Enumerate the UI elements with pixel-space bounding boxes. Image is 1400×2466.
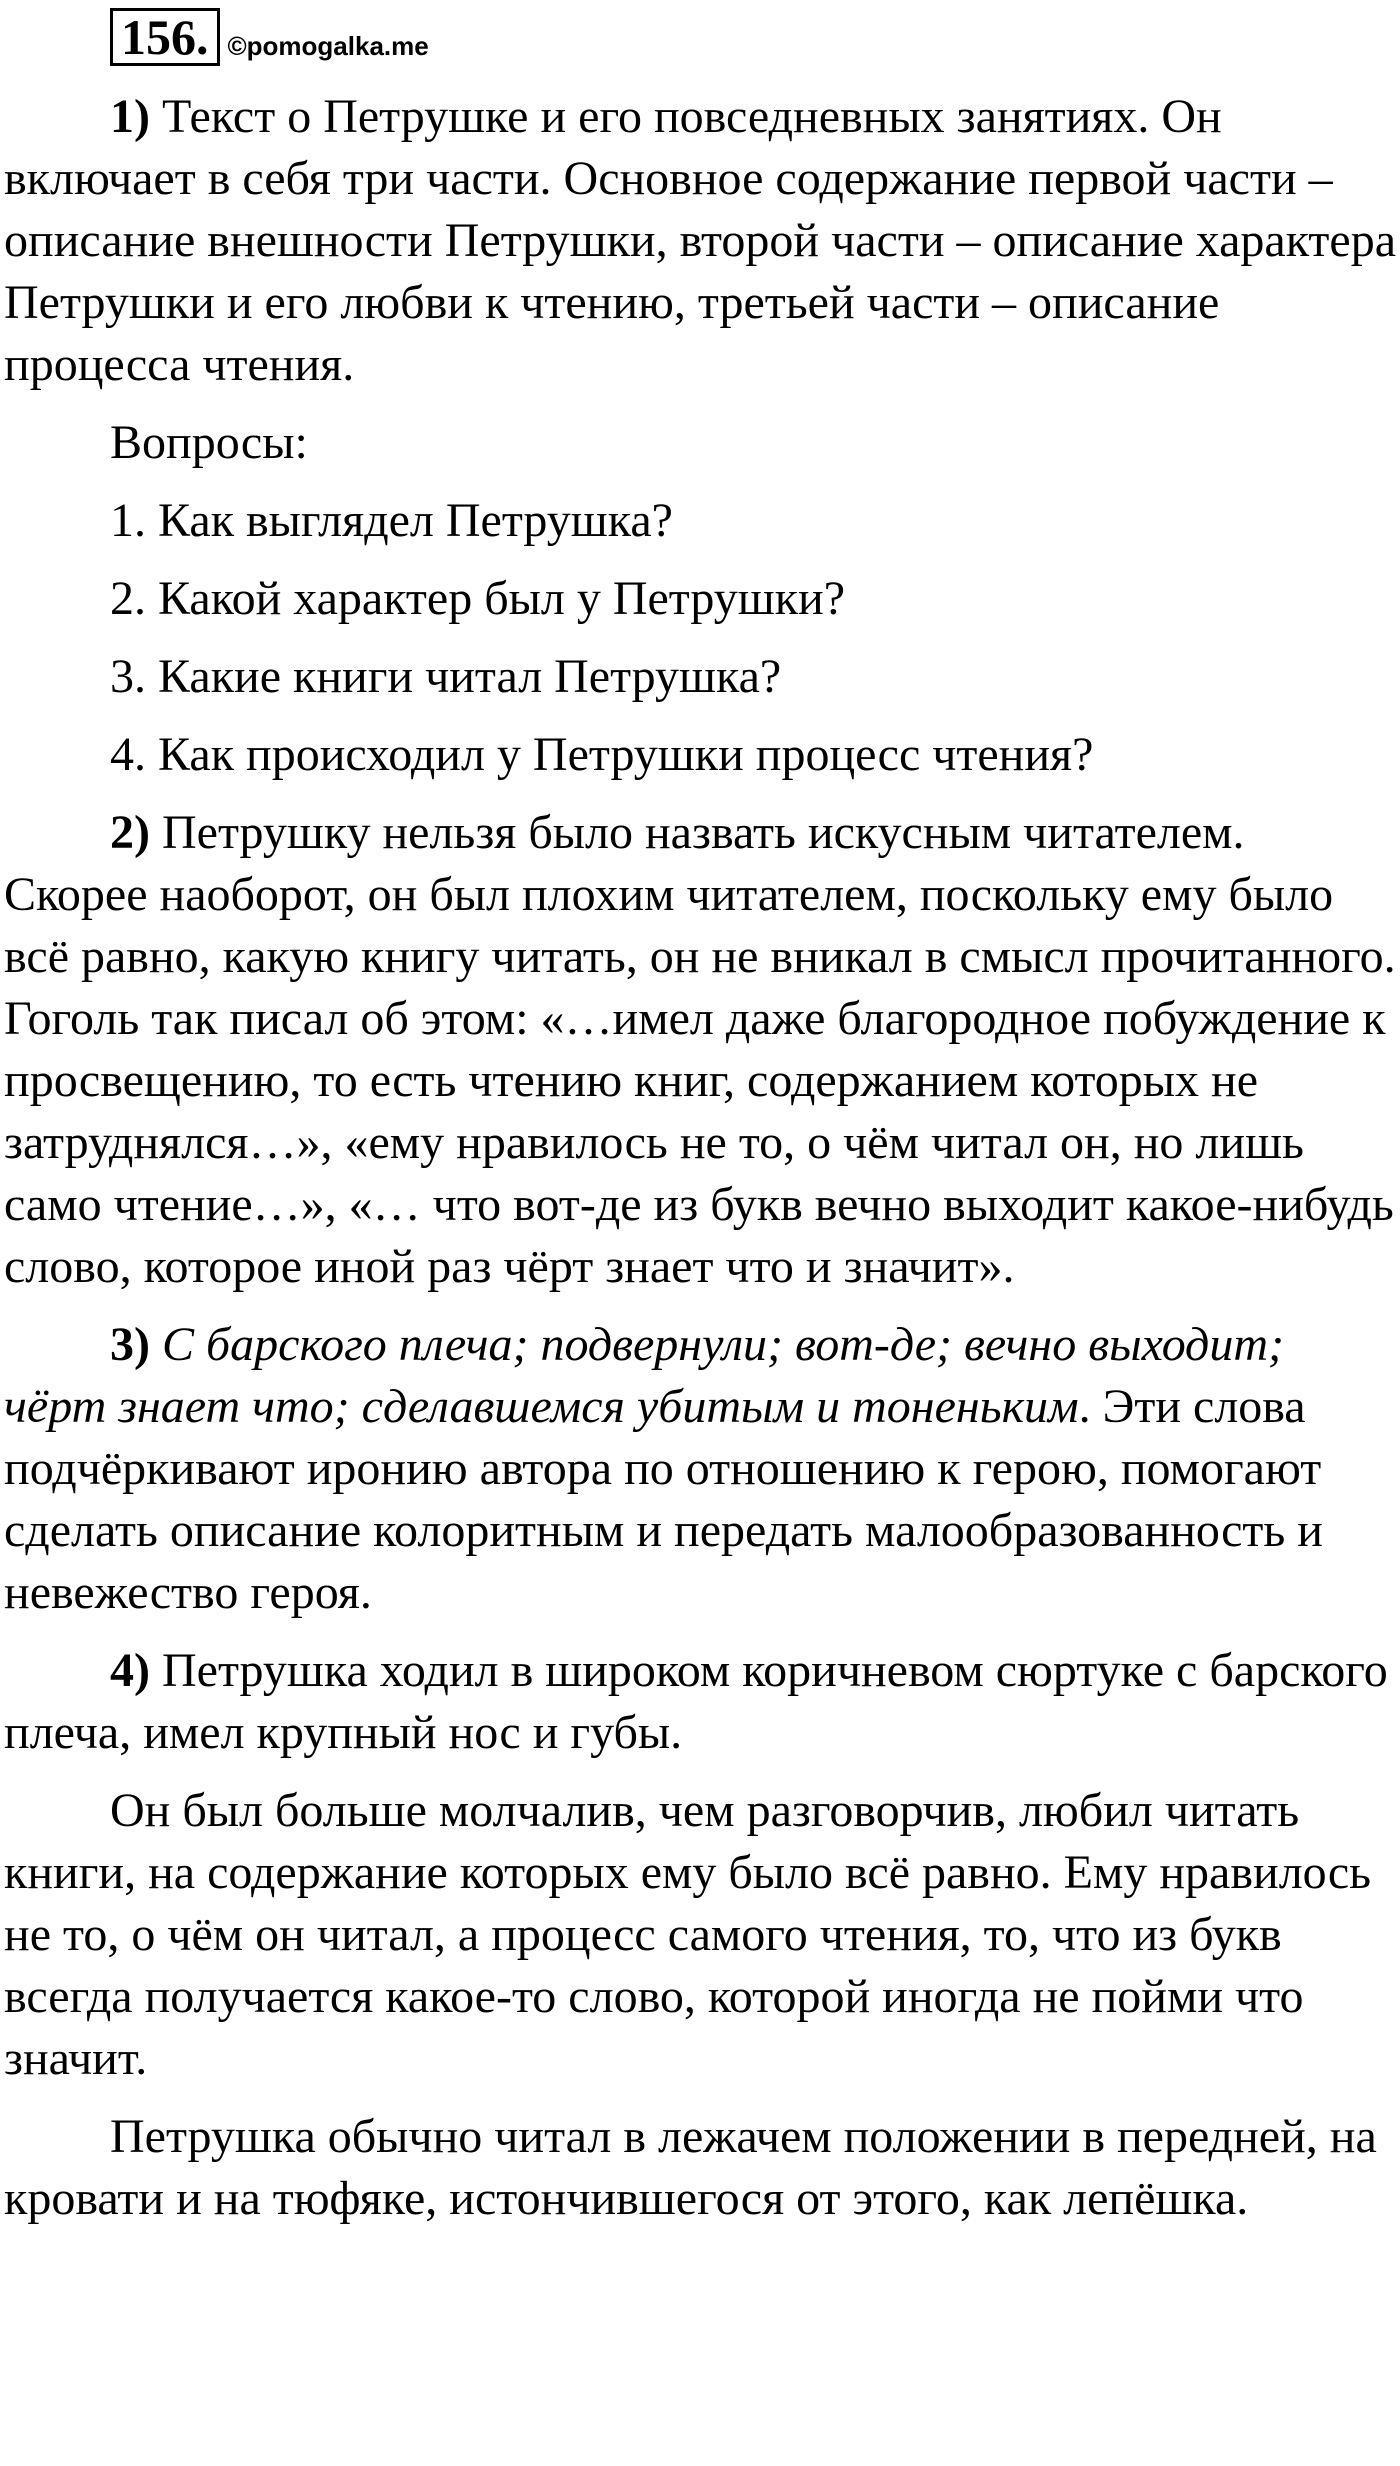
part-1-paragraph [4,86,1396,396]
question-4: 4. Как происходил у Петрушки процесс чтения? [110,728,1094,781]
task-number: 156. [110,8,220,66]
part-2-paragraph [4,802,1396,1298]
part-4-paragraph-3: Петрушка обычно читал в лежачем положении в передней, на кровати и на тюфяке, истончившегося от этого, как лепёшка. [4,2110,1377,2225]
part-4-number: 4) [110,1644,150,1697]
part-2-number: 2) [110,806,150,859]
part-1-text: Текст о Петрушке и его повседневных занятиях. Он включает в себя три части. Основное содержание первой части – описание внешности Петрушки, второй части – описание характера Петрушки и его любви к чтению, третьей части – описание процесса чтения. [4,90,1396,391]
part-1-number: 1) [110,90,150,143]
answer-content [4,86,1396,2246]
part-3-italic-words: С барского плеча; подвернули; вот-де; вечно выходит; чёрт знает что; сделавшемся убитым и тоненьким [4,1318,1284,1433]
watermark: ©pomogalka.me [227,31,429,61]
header [110,8,429,66]
part-3-paragraph [4,1314,1396,1624]
questions-label: Вопросы: [110,416,308,469]
part-2-text: Петрушку нельзя было назвать искусным читателем. Скорее наоборот, он был плохим читателем, поскольку ему было всё равно, какую книгу читать, он не вникал в смысл прочитанного. Гоголь так писал об этом: «…имел даже благородное побуждение к просвещению, то есть чтению книг, содержанием которых не затруднялся…», «ему нравилось не то, о чём читал он, но лишь само чтение…», «… что вот-де из букв вечно выходит какое-нибудь слово, которое иной раз чёрт знает что и значит». [4,806,1396,1293]
part-4-text: Петрушка ходил в широком коричневом сюртуке с барского плеча, имел крупный нос и губы. [4,1644,1388,1759]
part-3-number: 3) [110,1318,150,1371]
part-4-paragraph [4,1640,1396,1764]
part-3-text: . Эти слова подчёркивают иронию автора по отношению к герою, помогают сделать описание колоритным и передать малообразованность и невежество героя. [4,1380,1323,1619]
question-1: 1. Как выглядел Петрушка? [110,494,673,547]
question-3: 3. Какие книги читал Петрушка? [110,650,782,703]
part-4-paragraph-2: Он был больше молчалив, чем разговорчив, любил читать книги, на содержание которых ему было всё равно. Ему нравилось не то, о чём он читал, а процесс самого чтения, то, что из букв всегда получается какое-то слово, которой иногда не пойми что значит. [4,1784,1372,2085]
question-2: 2. Какой характер был у Петрушки? [110,572,845,625]
